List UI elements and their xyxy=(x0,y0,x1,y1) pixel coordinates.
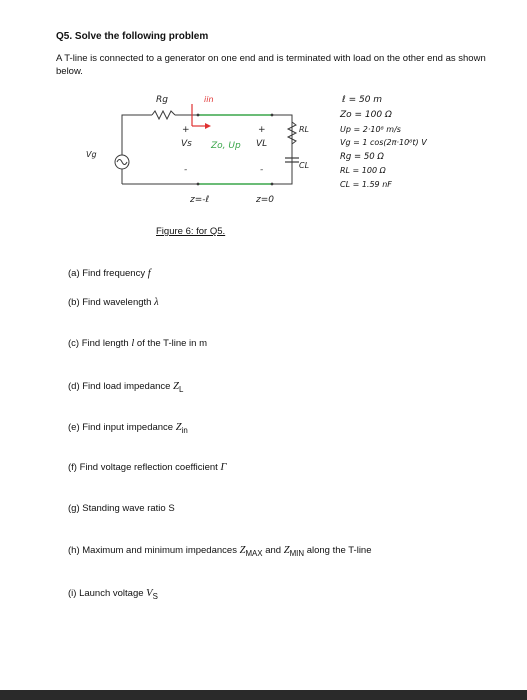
question-text: (e) Find input impedance xyxy=(68,422,176,433)
question-text: (c) Find length xyxy=(68,338,132,349)
wire-load xyxy=(272,115,292,184)
current-arrowhead-icon xyxy=(205,123,211,129)
label-rl: RL xyxy=(299,125,310,134)
param-vg: Vg = 1 cos(2π·10⁶t) V xyxy=(340,138,427,147)
question-symbol: f xyxy=(147,268,151,279)
label-line-params: Zo, Up xyxy=(211,141,241,151)
question-item xyxy=(68,462,226,473)
question-item xyxy=(68,297,159,308)
question-item xyxy=(68,545,372,558)
terminal-dot xyxy=(197,183,200,186)
question-subscript: MIN xyxy=(289,548,305,558)
question-text: of the T-line in m xyxy=(134,338,207,349)
question-item xyxy=(68,422,188,435)
label-cl: CL xyxy=(299,161,310,170)
param-up: Up = 2·10⁸ m/s xyxy=(340,125,401,134)
label-vl: VL xyxy=(256,139,268,149)
question-item xyxy=(68,588,158,601)
wire-top-left xyxy=(122,115,152,157)
label-z-left: z=-ℓ xyxy=(190,195,210,204)
question-subscript: MAX xyxy=(245,548,263,558)
question-text: along the T-line xyxy=(304,545,372,556)
label-minus: - xyxy=(184,165,188,175)
question-text: (f) Find voltage reflection coefficient xyxy=(68,462,221,473)
question-subscript: S xyxy=(152,591,158,601)
question-item xyxy=(68,338,207,349)
param-rl: RL = 100 Ω xyxy=(340,166,386,175)
resistor-rg xyxy=(152,111,175,119)
question-item xyxy=(68,503,175,514)
circuit-diagram xyxy=(80,88,310,204)
question-symbol: V xyxy=(146,588,153,599)
question-text: (d) Find load impedance xyxy=(68,381,174,392)
label-plus: + xyxy=(182,125,190,135)
label-minus: - xyxy=(260,165,264,175)
question-item xyxy=(68,268,151,279)
label-vs: Vs xyxy=(181,139,192,149)
param-cl: CL = 1.59 nF xyxy=(340,180,392,189)
label-plus: + xyxy=(258,125,266,135)
question-text: and xyxy=(262,545,284,556)
param-length: ℓ = 50 m xyxy=(342,95,383,105)
question-symbol: Z xyxy=(175,422,182,433)
question-item xyxy=(68,381,183,394)
question-text: (g) Standing wave ratio S xyxy=(68,503,175,514)
question-symbol: Z xyxy=(239,545,246,556)
question-text: (a) Find frequency xyxy=(68,268,148,279)
label-rg: Rg xyxy=(156,95,168,105)
param-zo: Zo = 100 Ω xyxy=(340,110,392,120)
label-vg: Vg xyxy=(86,150,97,159)
label-z-right: z=0 xyxy=(256,195,274,204)
param-rg: Rg = 50 Ω xyxy=(340,152,384,162)
question-subscript: L xyxy=(178,384,184,394)
question-symbol: λ xyxy=(154,297,159,308)
bottom-bar xyxy=(0,690,527,700)
question-symbol: Z xyxy=(283,545,290,556)
parameter-list xyxy=(330,95,460,210)
question-text: (b) Find wavelength xyxy=(68,297,155,308)
figure-caption: Figure 6: for Q5. xyxy=(156,226,226,237)
question-subscript: in xyxy=(181,425,188,435)
problem-title: Q5. Solve the following problem xyxy=(56,31,209,42)
problem-intro: A T-line is connected to a generator on one end and is terminated with load on the other end as shown below. xyxy=(56,53,486,77)
question-symbol: Γ xyxy=(220,462,227,473)
question-text: (i) Launch voltage xyxy=(68,588,147,599)
question-symbol: Z xyxy=(173,381,179,392)
terminal-dot xyxy=(197,114,200,117)
question-text: (h) Maximum and minimum impedances xyxy=(68,545,240,556)
question-symbol: l xyxy=(131,338,135,349)
label-iin: iin xyxy=(204,95,214,104)
